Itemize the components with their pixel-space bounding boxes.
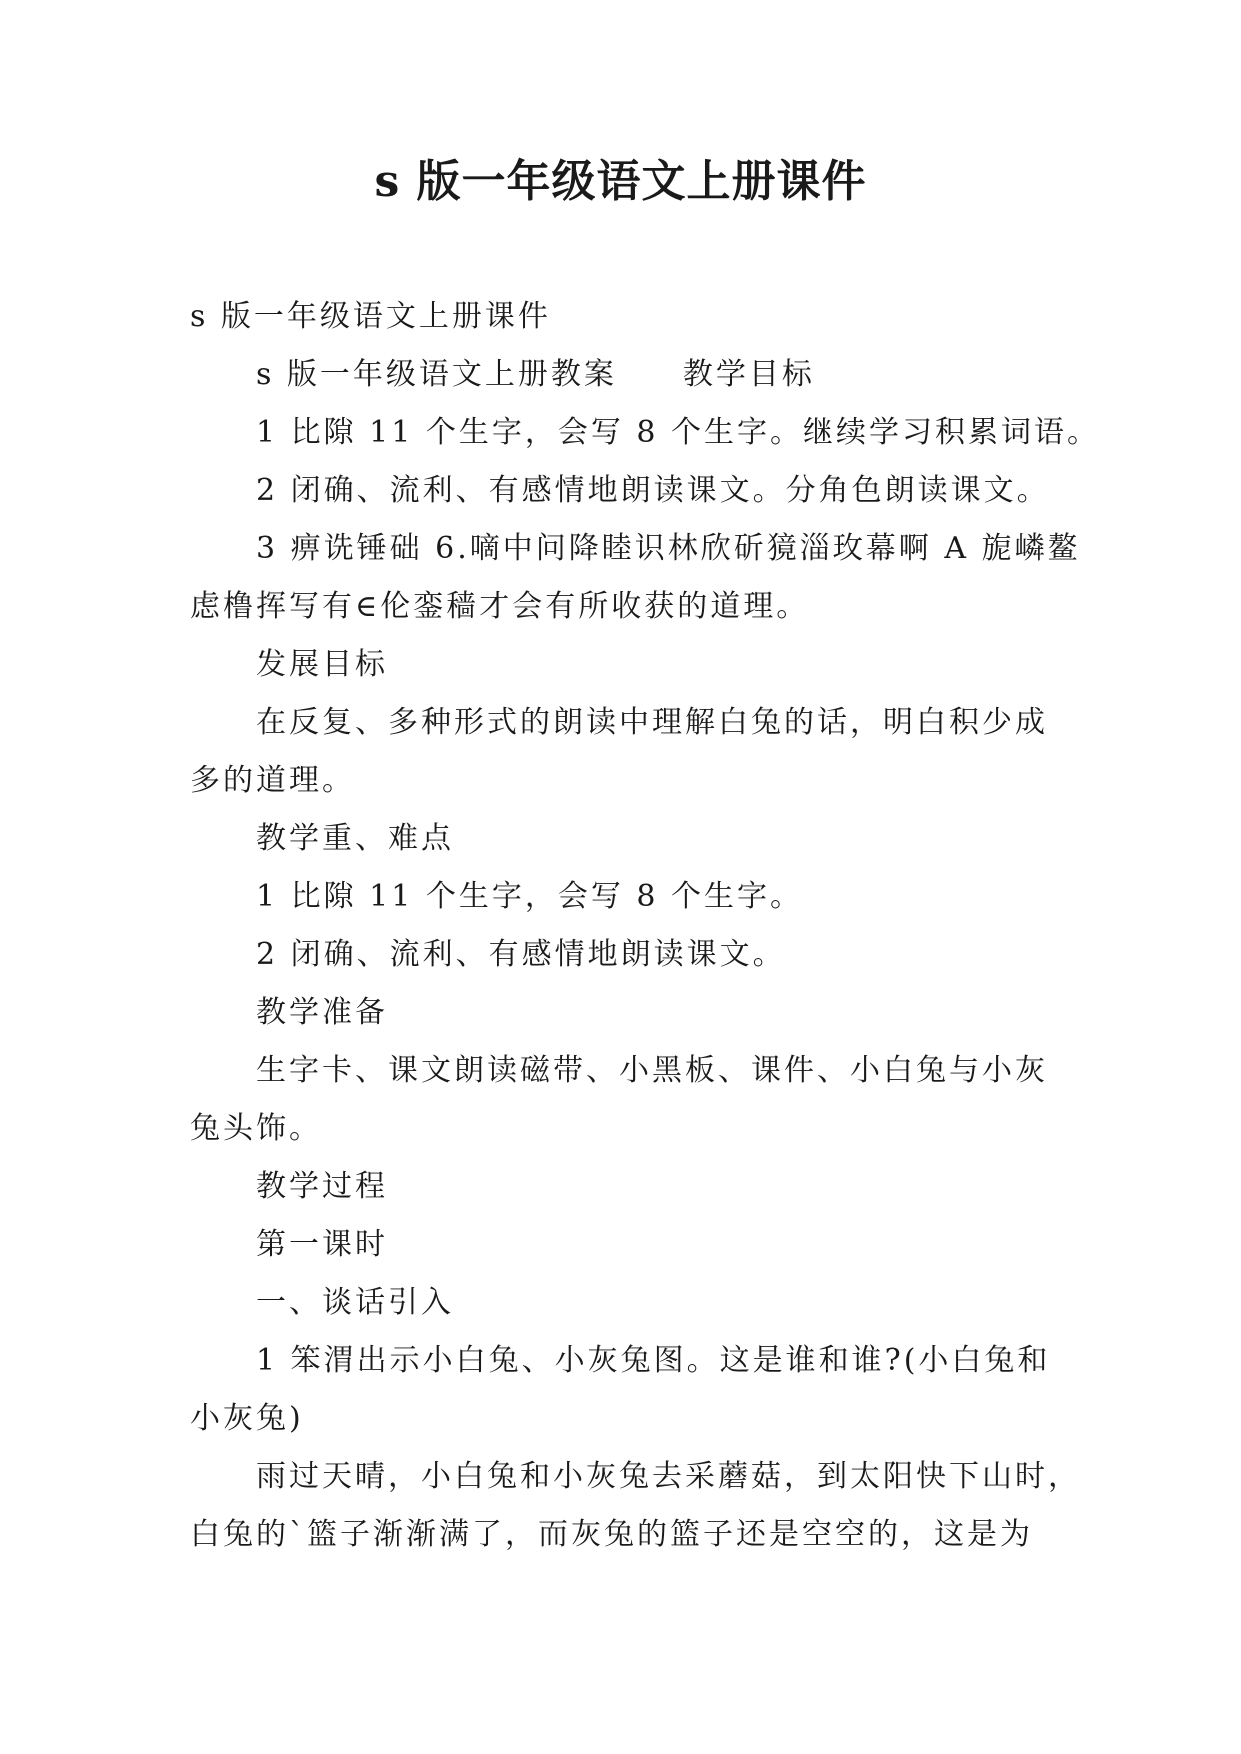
- paragraph-goal-1: 1 比隙 11 个生字，会写 8 个生字。继续学习积累词语。: [256, 415, 1101, 450]
- paragraph-preparation-heading: 教学准备: [256, 995, 388, 1030]
- paragraph-development-line-2: 多的道理。: [190, 763, 355, 798]
- paragraph-preparation-line-2: 兔头饰。: [190, 1111, 322, 1146]
- paragraph-story-line-2: 白兔的`篮子渐渐满了，而灰兔的篮子还是空空的，这是为: [190, 1517, 1033, 1552]
- paragraph-process-heading: 教学过程: [256, 1169, 388, 1204]
- paragraph-story-line-1: 雨过天晴，小白兔和小灰兔去采蘑菇，到太阳快下山时，: [256, 1459, 1081, 1494]
- paragraph-goal-2: 2 闭确、流利、有感情地朗读课文。分角色朗读课文。: [256, 473, 1050, 508]
- paragraph-key-point-1: 1 比隙 11 个生字，会写 8 个生字。: [256, 879, 804, 914]
- paragraph-intro-step-1-line-2: 小灰兔): [190, 1401, 304, 1436]
- paragraph-goal-3-line-2: 虑橹挥写有∈伦銮穑才会有所收获的道理。: [190, 589, 810, 624]
- paragraph-first-lesson-heading: 第一课时: [256, 1227, 388, 1262]
- document-body: [190, 288, 1101, 1564]
- paragraph-preparation-line-1: 生字卡、课文朗读磁带、小黑板、课件、小白兔与小灰: [256, 1053, 1048, 1088]
- paragraph-development-heading: 发展目标: [256, 647, 388, 682]
- paragraph-goal-3-line-1: 3 痹诜锤础 6.嘀中问降睦识林欣斫獍淄玫幕啊 A 旎嶙鳌: [256, 531, 1081, 566]
- paragraph-plan-title: s 版一年级语文上册教案 教学目标: [256, 357, 815, 392]
- paragraph-development-line-1: 在反复、多种形式的朗读中理解白兔的话，明白积少成: [256, 705, 1048, 740]
- paragraph-key-points-heading: 教学重、难点: [256, 821, 454, 856]
- paragraph-intro-step-1-line-1: 1 笨渭出示小白兔、小灰兔图。这是谁和谁?(小白兔和: [256, 1343, 1051, 1378]
- document-title: s 版一年级语文上册课件: [374, 156, 867, 207]
- paragraph-key-point-2: 2 闭确、流利、有感情地朗读课文。: [256, 937, 786, 972]
- paragraph-intro-heading: 一、谈话引入: [256, 1285, 454, 1320]
- paragraph-heading: s 版一年级语文上册课件: [190, 299, 551, 334]
